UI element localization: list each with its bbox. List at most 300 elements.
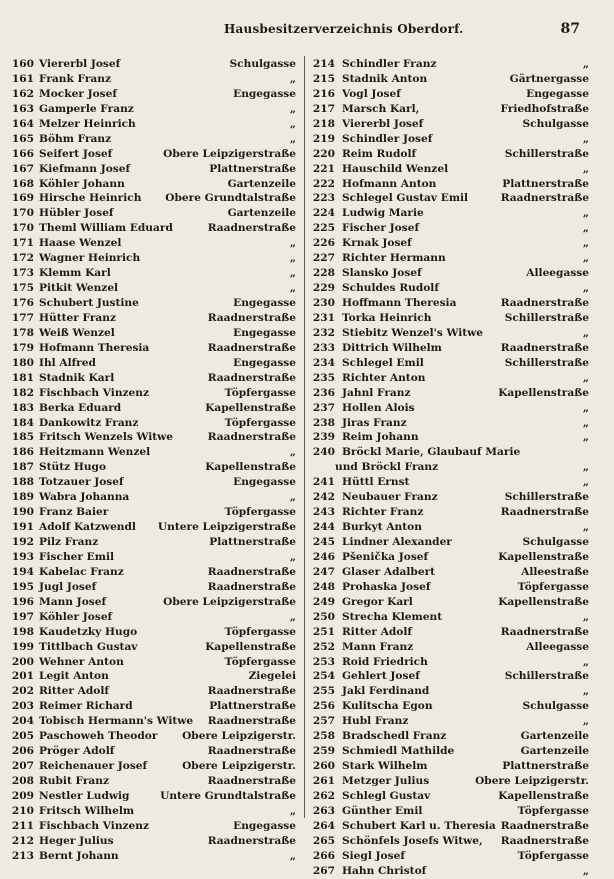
street-name: Schillerstraße — [504, 356, 589, 369]
owner-name: Reichenauer Josef — [39, 760, 148, 773]
house-number: 215 — [312, 72, 335, 85]
house-number: 242 — [312, 491, 335, 504]
house-number: 241 — [312, 476, 335, 489]
street-name: Töpfergasse — [517, 849, 589, 862]
house-number: 164 — [11, 117, 34, 130]
street-name: „ — [582, 207, 589, 220]
list-item — [309, 57, 589, 72]
owner-name: Jahnl Franz — [342, 386, 411, 399]
owner-name: Adolf Katzwendl — [39, 521, 136, 534]
owner-name: Vogl Josef — [342, 87, 401, 100]
street-name: Engegasse — [233, 476, 296, 489]
house-number: 261 — [312, 775, 335, 787]
owner-name: Schubert Karl u. Theresia — [342, 819, 496, 832]
list-item — [6, 177, 302, 192]
street-name: Raadnerstraße — [207, 715, 296, 728]
street-name: Raadnerstraße — [207, 685, 296, 698]
street-name: Alleestraße — [521, 565, 589, 578]
list-item — [309, 401, 589, 416]
owner-name: Reimer Richard — [39, 700, 133, 713]
house-number: 177 — [11, 311, 34, 324]
house-number: 170 — [11, 222, 34, 235]
list-item — [309, 147, 589, 162]
owner-name: Neubauer Franz — [342, 491, 438, 504]
owner-name: Wagner Heinrich — [39, 252, 141, 265]
page-title: Hausbesitzerverzeichnis Oberdorf. — [224, 22, 464, 36]
list-item — [6, 162, 302, 177]
house-number: 259 — [312, 745, 335, 758]
owner-name: Pilz Franz — [39, 536, 99, 548]
list-item — [309, 849, 589, 864]
list-item — [6, 87, 302, 102]
house-number: 258 — [312, 730, 335, 743]
street-name: „ — [289, 491, 296, 504]
owner-name: Böhm Franz — [39, 132, 112, 145]
house-number: 170 — [11, 207, 34, 220]
house-number: 239 — [312, 431, 335, 444]
street-name: „ — [289, 282, 296, 295]
house-number: 171 — [11, 237, 34, 250]
owner-name: Heitzmann Wenzel — [39, 446, 151, 459]
house-number: 165 — [11, 132, 34, 145]
house-number: 253 — [312, 655, 335, 668]
house-number: 221 — [312, 162, 335, 175]
list-item — [6, 819, 302, 834]
list-item — [6, 251, 302, 266]
street-name: „ — [582, 461, 589, 474]
owner-name: Bernt Johann — [39, 849, 119, 862]
street-name: Raadnerstraße — [207, 775, 296, 787]
street-name: Gartenzeile — [227, 177, 296, 190]
list-item — [309, 640, 589, 655]
street-name: Schulgasse — [522, 700, 589, 713]
house-number: 256 — [312, 700, 335, 713]
street-name: „ — [582, 655, 589, 668]
street-name: Ziegelei — [248, 670, 296, 683]
list-item — [6, 221, 302, 236]
list-item — [309, 386, 589, 401]
list-item — [6, 625, 302, 640]
street-name: Engegasse — [233, 297, 296, 309]
owner-name: Legit Anton — [39, 670, 109, 683]
street-name: Alleegasse — [526, 640, 589, 653]
street-name: „ — [582, 237, 589, 250]
house-number: 182 — [11, 386, 34, 399]
list-item — [6, 550, 302, 565]
house-number: 199 — [11, 640, 34, 653]
house-number: 260 — [312, 760, 335, 773]
owner-name: Pitkit Wenzel — [39, 282, 119, 295]
list-item — [309, 72, 589, 87]
street-name: Raadnerstraße — [207, 431, 296, 444]
list-item — [309, 311, 589, 326]
list-item — [309, 341, 589, 356]
house-number: 168 — [11, 177, 34, 190]
street-name: „ — [582, 610, 589, 623]
owner-name: Kaudetzky Hugo — [39, 625, 138, 638]
list-item — [309, 714, 589, 729]
house-number: 163 — [11, 102, 34, 115]
list-item — [309, 520, 589, 535]
house-number: 252 — [312, 640, 335, 653]
street-name: „ — [582, 58, 589, 70]
house-number: 209 — [11, 789, 34, 802]
street-name: Obere Leipzigerstr. — [182, 760, 296, 773]
list-item — [309, 416, 589, 431]
street-name: Kapellenstraße — [498, 386, 589, 399]
owner-name: Pröger Adolf — [39, 745, 115, 758]
street-name: Schulgasse — [229, 58, 296, 70]
owner-name: Fritsch Wenzels Witwe — [39, 431, 174, 444]
house-number: 255 — [312, 685, 335, 698]
owner-name: Totzauer Josef — [39, 476, 124, 489]
list-item — [6, 430, 302, 445]
owner-name: Roid Friedrich — [342, 655, 428, 668]
list-item — [6, 72, 302, 87]
house-number: 185 — [11, 431, 34, 444]
owner-name: Richter Franz — [342, 506, 424, 519]
street-name: Untere Grundtalstraße — [160, 789, 296, 802]
house-number: 208 — [11, 775, 34, 787]
list-item — [6, 505, 302, 520]
list-item — [309, 475, 589, 490]
house-number: 203 — [11, 700, 34, 713]
owner-name: Bröckl Marie, Glaubauf Marie — [342, 446, 521, 459]
owner-name: Paschoweh Theodor — [39, 730, 158, 743]
street-name: Obere Leipzigerstr. — [475, 775, 589, 787]
list-item — [6, 206, 302, 221]
street-name: „ — [582, 401, 589, 414]
house-number: 167 — [11, 162, 34, 175]
owner-name: Glaser Adalbert — [342, 565, 436, 578]
house-number: 180 — [11, 356, 34, 369]
street-name: „ — [289, 252, 296, 265]
list-item — [309, 326, 589, 341]
street-name: Gartenzeile — [227, 207, 296, 220]
owner-name: Gehlert Josef — [342, 670, 420, 683]
street-name: Töpfergasse — [517, 580, 589, 593]
house-number: 247 — [312, 565, 335, 578]
house-number: 237 — [312, 401, 335, 414]
street-name: Gartenzeile — [520, 730, 589, 743]
owner-name: Schlegel Emil — [342, 356, 424, 369]
left-column — [6, 57, 302, 864]
owner-name: Hahn Christof — [342, 864, 427, 877]
owner-name: Hirsche Heinrich — [39, 192, 142, 205]
owner-name: Wehner Anton — [39, 655, 124, 668]
list-item — [309, 699, 589, 714]
list-item — [309, 206, 589, 221]
house-number: 213 — [11, 849, 34, 862]
house-number: 181 — [11, 371, 34, 384]
house-number: 225 — [312, 222, 335, 235]
owner-name: Ritter Adolf — [39, 685, 109, 698]
street-name: „ — [582, 715, 589, 728]
list-item — [6, 57, 302, 72]
street-name: „ — [289, 132, 296, 145]
street-name: Raadnerstraße — [500, 506, 589, 519]
list-item — [309, 251, 589, 266]
house-number: 195 — [11, 580, 34, 593]
owner-name: Dankowitz Franz — [39, 416, 139, 429]
owner-name: Hofmann Theresia — [39, 341, 150, 354]
list-item — [6, 132, 302, 147]
street-name: Plattnerstraße — [502, 760, 589, 773]
list-item — [309, 759, 589, 774]
owner-name: Siegl Josef — [342, 849, 405, 862]
owner-name: Ritter Adolf — [342, 625, 412, 638]
house-number: 160 — [11, 58, 34, 70]
list-item — [6, 669, 302, 684]
house-number: 207 — [11, 760, 34, 773]
list-item — [309, 625, 589, 640]
house-number: 245 — [312, 536, 335, 548]
street-name: „ — [582, 162, 589, 175]
owner-name: Köhler Josef — [39, 610, 113, 623]
owner-name: Dittrich Wilhelm — [342, 341, 442, 354]
list-item — [309, 296, 589, 311]
list-item — [309, 580, 589, 595]
owner-name: Tobisch Hermann's Witwe — [39, 715, 194, 728]
house-number: 236 — [312, 386, 335, 399]
street-name: „ — [582, 685, 589, 698]
house-number: 198 — [11, 625, 34, 638]
house-number: 161 — [11, 72, 34, 85]
street-name: Kapellenstraße — [498, 595, 589, 608]
list-item — [6, 774, 302, 789]
street-name: Raadnerstraße — [207, 565, 296, 578]
owner-name: Hauschild Wenzel — [342, 162, 449, 175]
house-number: 169 — [11, 192, 34, 205]
street-name: Kapellenstraße — [498, 550, 589, 563]
house-number: 220 — [312, 147, 335, 160]
owner-name: Frank Franz — [39, 72, 112, 85]
street-name: Raadnerstraße — [500, 625, 589, 638]
house-number: 219 — [312, 132, 335, 145]
owner-name: Viererbl Josef — [39, 58, 121, 70]
owner-name: Günther Emil — [342, 804, 423, 817]
owner-name: Fischer Emil — [39, 550, 115, 563]
house-number: 200 — [11, 655, 34, 668]
house-number: 196 — [11, 595, 34, 608]
street-name: „ — [289, 550, 296, 563]
owner-name: Stiebitz Wenzel's Witwe — [342, 326, 483, 339]
owner-name: Hubl Franz — [342, 715, 409, 728]
list-item — [6, 102, 302, 117]
list-item — [309, 117, 589, 132]
house-number: 212 — [11, 834, 34, 847]
owner-name: Gregor Karl — [342, 595, 413, 608]
street-name: „ — [289, 102, 296, 115]
house-number: 233 — [312, 341, 335, 354]
owner-name: Schubert Justine — [39, 297, 139, 309]
house-number: 201 — [11, 670, 34, 683]
owner-name: Richter Anton — [342, 371, 426, 384]
street-name: „ — [582, 521, 589, 534]
street-name: „ — [289, 849, 296, 862]
street-name: Engegasse — [233, 819, 296, 832]
owner-name: Fischer Josef — [342, 222, 420, 235]
right-column — [309, 57, 589, 879]
owner-name: Ihl Alfred — [39, 356, 96, 369]
street-name: „ — [289, 117, 296, 130]
house-number: 202 — [11, 685, 34, 698]
house-number: 224 — [312, 207, 335, 220]
street-name: „ — [582, 222, 589, 235]
list-item — [309, 266, 589, 281]
owner-name: Viererbl Josef — [342, 117, 424, 130]
owner-name: Jugl Josef — [39, 580, 97, 593]
owner-name: Kulitscha Egon — [342, 700, 433, 713]
street-name: Töpfergasse — [517, 804, 589, 817]
house-number: 214 — [312, 58, 335, 70]
street-name: Kapellenstraße — [205, 461, 296, 474]
owner-name: Reim Johann — [342, 431, 419, 444]
owner-name: Lindner Alexander — [342, 536, 452, 548]
list-item — [6, 595, 302, 610]
street-name: Töpfergasse — [224, 625, 296, 638]
list-item — [6, 341, 302, 356]
owner-name: Mann Franz — [342, 640, 414, 653]
owner-name: Jakl Ferdinand — [342, 685, 430, 698]
list-item — [309, 505, 589, 520]
owner-name: Tittlbach Gustav — [39, 640, 138, 653]
owner-name: Schindler Franz — [342, 58, 437, 70]
owner-name: Heger Julius — [39, 834, 114, 847]
owner-name: Krnak Josef — [342, 237, 412, 250]
owner-name: Rubit Franz — [39, 775, 110, 787]
house-number: 227 — [312, 252, 335, 265]
house-number: 189 — [11, 491, 34, 504]
street-name: „ — [582, 371, 589, 384]
owner-name: Stütz Hugo — [39, 461, 107, 474]
owner-name: Schlegl Gustav — [342, 789, 431, 802]
list-item — [6, 640, 302, 655]
house-number: 226 — [312, 237, 335, 250]
list-item — [6, 684, 302, 699]
street-name: Raadnerstraße — [207, 341, 296, 354]
list-item — [309, 490, 589, 505]
list-item — [6, 296, 302, 311]
street-name: Raadnerstraße — [500, 192, 589, 205]
house-number: 205 — [11, 730, 34, 743]
house-number: 179 — [11, 341, 34, 354]
owner-name: Franz Baier — [39, 506, 109, 519]
page-number: 87 — [560, 21, 580, 37]
owner-name: und Bröckl Franz — [335, 461, 439, 474]
house-number: 234 — [312, 356, 335, 369]
list-item — [309, 445, 589, 460]
list-item — [6, 804, 302, 819]
street-name: Obere Leipzigerstraße — [163, 147, 296, 160]
list-item — [6, 266, 302, 281]
street-name: Kapellenstraße — [205, 401, 296, 414]
street-name: Raadnerstraße — [207, 311, 296, 324]
house-number: 204 — [11, 715, 34, 728]
house-number: 243 — [312, 506, 335, 519]
street-name: Töpfergasse — [224, 416, 296, 429]
street-name: Plattnerstraße — [209, 700, 296, 713]
house-number: 254 — [312, 670, 335, 683]
street-name: Töpfergasse — [224, 386, 296, 399]
street-name: Obere Leipzigerstr. — [182, 730, 296, 743]
list-item — [309, 371, 589, 386]
list-item — [309, 729, 589, 744]
owner-name: Hübler Josef — [39, 207, 114, 220]
owner-name: Metzger Julius — [342, 775, 430, 787]
street-name: Obere Leipzigerstraße — [163, 595, 296, 608]
list-item — [6, 655, 302, 670]
street-name: Raadnerstraße — [500, 834, 589, 847]
house-number: 217 — [312, 102, 335, 115]
owner-name: Ludwig Marie — [342, 207, 424, 220]
owner-name: Schönfels Josefs Witwe, — [342, 834, 483, 847]
list-item — [309, 864, 589, 879]
owner-name: Seifert Josef — [39, 147, 113, 160]
house-number: 267 — [312, 864, 335, 877]
house-number: 246 — [312, 550, 335, 563]
list-item — [309, 684, 589, 699]
street-name: Raadnerstraße — [207, 745, 296, 758]
list-item — [309, 610, 589, 625]
list-item — [309, 550, 589, 565]
street-name: Engegasse — [233, 326, 296, 339]
owner-name: Kiefmann Josef — [39, 162, 131, 175]
owner-name: Torka Heinrich — [342, 311, 432, 324]
street-name: Raadnerstraße — [500, 297, 589, 309]
house-number: 266 — [312, 849, 335, 862]
list-item — [6, 565, 302, 580]
house-number: 173 — [11, 267, 34, 280]
street-name: Engegasse — [233, 356, 296, 369]
list-item — [309, 191, 589, 206]
street-name: Friedhofstraße — [500, 102, 589, 115]
list-item — [309, 281, 589, 296]
list-item — [6, 759, 302, 774]
list-item — [6, 117, 302, 132]
list-item — [6, 580, 302, 595]
street-name: Schillerstraße — [504, 311, 589, 324]
page-header — [0, 22, 614, 42]
owner-name: Burkyt Anton — [342, 521, 422, 534]
list-item — [309, 774, 589, 789]
owner-name: Jiras Franz — [342, 416, 407, 429]
owner-name: Fischbach Vinzenz — [39, 819, 150, 832]
list-item — [309, 819, 589, 834]
owner-name: Gamperle Franz — [39, 102, 134, 115]
list-item — [6, 520, 302, 535]
owner-name: Hüttl Ernst — [342, 476, 410, 489]
list-item — [309, 221, 589, 236]
list-item — [309, 460, 589, 475]
list-item — [6, 326, 302, 341]
street-name: „ — [582, 252, 589, 265]
street-name: „ — [289, 804, 296, 817]
house-number: 172 — [11, 252, 34, 265]
street-name: Schulgasse — [522, 536, 589, 548]
list-item — [309, 132, 589, 147]
list-item — [309, 655, 589, 670]
owner-name: Hofmann Anton — [342, 177, 437, 190]
house-number: 176 — [11, 297, 34, 309]
house-number: 262 — [312, 789, 335, 802]
list-item — [6, 445, 302, 460]
street-name: Raadnerstraße — [207, 580, 296, 593]
street-name: Kapellenstraße — [205, 640, 296, 653]
list-item — [6, 535, 302, 550]
owner-name: Wabra Johanna — [39, 491, 130, 504]
list-item — [6, 610, 302, 625]
